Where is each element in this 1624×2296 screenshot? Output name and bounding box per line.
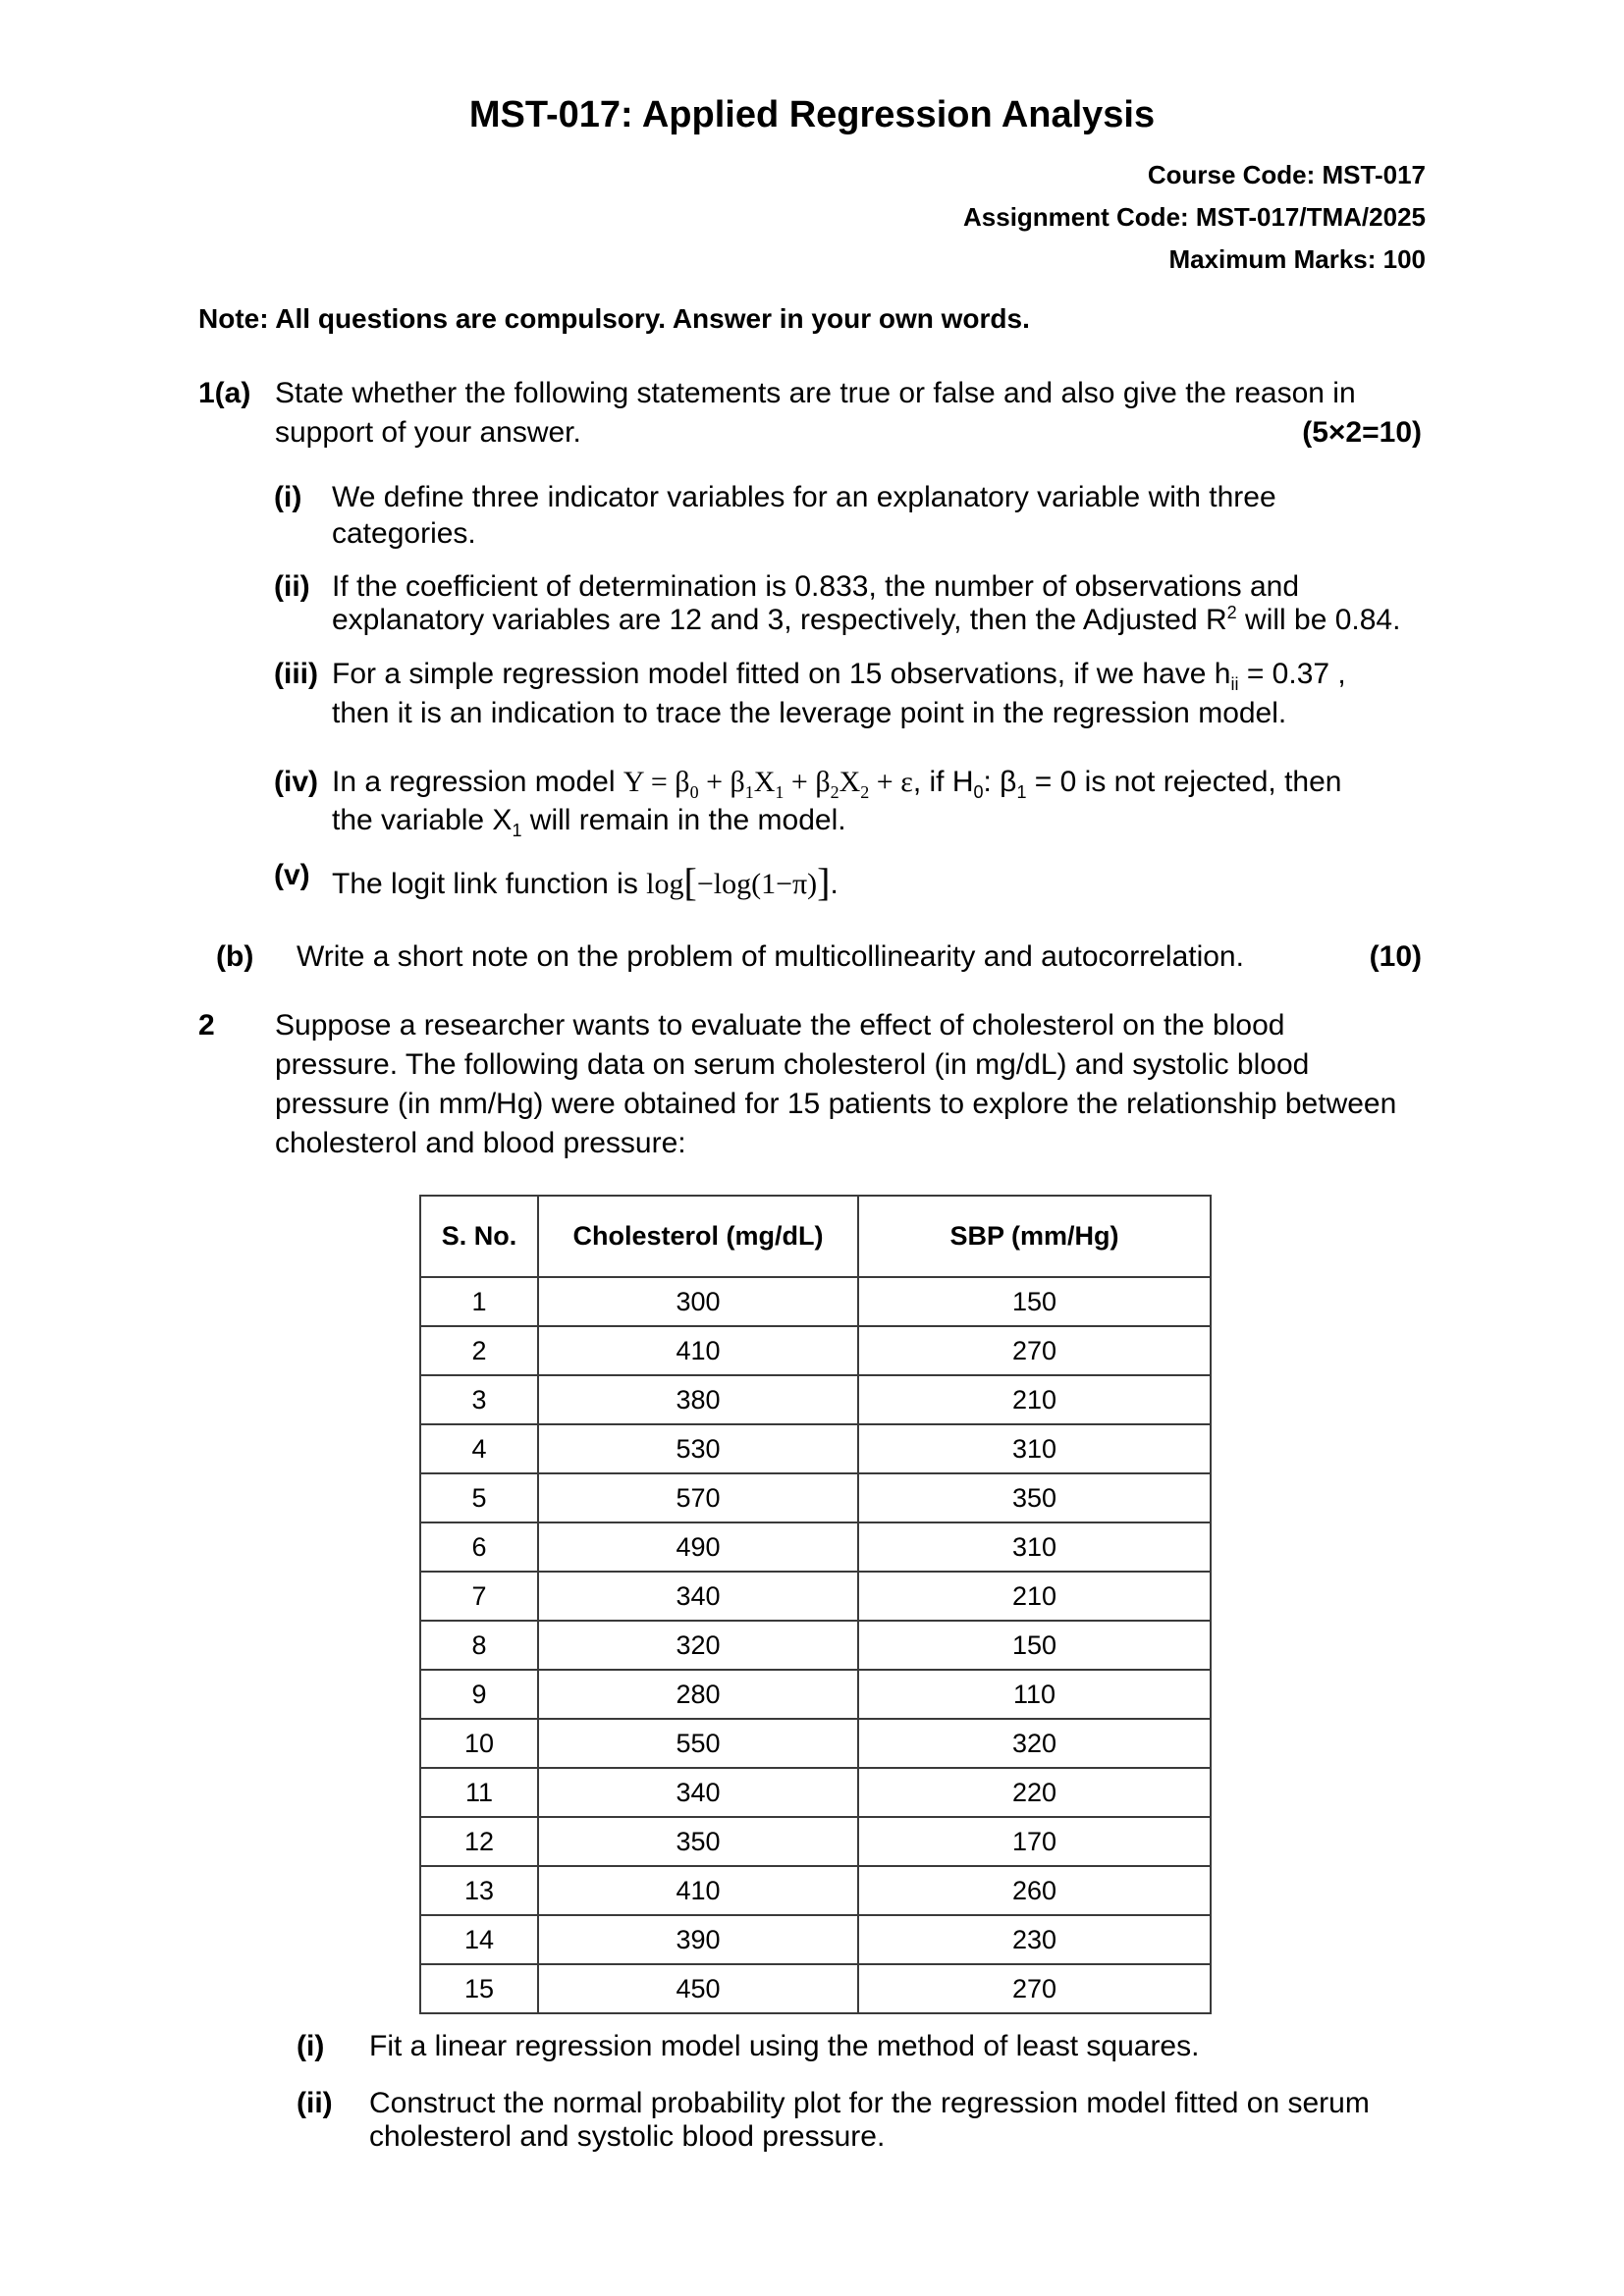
- part-text: Fit a linear regression model using the method of least squares.: [369, 2030, 1200, 2062]
- subscript: 1: [1016, 782, 1027, 802]
- question-label: 1(a): [198, 377, 251, 409]
- sbp-cell: 150: [858, 1621, 1211, 1670]
- table-row: [420, 1964, 1211, 2013]
- formula-part: log: [646, 868, 684, 900]
- sbp-cell: 170: [858, 1817, 1211, 1866]
- subscript: 1: [775, 782, 785, 802]
- subscript: 1: [744, 782, 754, 802]
- sno-cell: 10: [420, 1719, 538, 1768]
- formula-part: + β: [698, 766, 745, 798]
- sbp-cell: 210: [858, 1375, 1211, 1424]
- question-text: support of your answer.: [275, 416, 581, 449]
- question-text: cholesterol and blood pressure:: [275, 1127, 686, 1159]
- leverage-formula: [1214, 658, 1330, 694]
- table-row: [420, 1621, 1211, 1670]
- statement-text-part: explanatory variables are 12 and 3, respectively, then the Adjusted R: [332, 604, 1227, 636]
- statement-text: [332, 804, 846, 840]
- question-text: Suppose a researcher wants to evaluate the effect of cholesterol on the blood: [275, 1009, 1285, 1041]
- statement-text-part: In a regression model: [332, 766, 623, 798]
- sbp-cell: 260: [858, 1866, 1211, 1915]
- statement-text-part: .: [830, 868, 839, 900]
- formula-part: X: [839, 766, 861, 798]
- sbp-cell: 350: [858, 1473, 1211, 1522]
- part-text: Construct the normal probability plot for the regression model fitted on serum: [369, 2087, 1370, 2119]
- statement-text-part: For a simple regression model fitted on 15 observations, if we have: [332, 658, 1215, 690]
- formula-bracket: [: [683, 860, 697, 904]
- sbp-cell: 310: [858, 1424, 1211, 1473]
- question-label: 2: [198, 1009, 215, 1041]
- sno-cell: 13: [420, 1866, 538, 1915]
- logit-formula: [646, 860, 831, 904]
- regression-formula: [623, 766, 913, 802]
- part-label: (i): [297, 2030, 325, 2062]
- cholesterol-cell: 380: [538, 1375, 858, 1424]
- sno-cell: 12: [420, 1817, 538, 1866]
- table-row: [420, 1915, 1211, 1964]
- sno-cell: 3: [420, 1375, 538, 1424]
- table-row: [420, 1277, 1211, 1326]
- table-row: [420, 1719, 1211, 1768]
- instructions-note: Note: All questions are compulsory. Answer in your own words.: [198, 303, 1030, 334]
- table-row: [420, 1572, 1211, 1621]
- sno-cell: 6: [420, 1522, 538, 1572]
- formula-part: −log(1−π): [696, 868, 818, 900]
- question-text: State whether the following statements are true or false and also give the reason in: [275, 377, 1356, 409]
- statement-label: (iii): [274, 658, 318, 690]
- column-header: Cholesterol (mg/dL): [538, 1196, 858, 1277]
- question-label: (b): [216, 940, 254, 973]
- subscript: 1: [512, 821, 522, 840]
- table-row: [420, 1817, 1211, 1866]
- statement-text: We define three indicator variables for an explanatory variable with three: [332, 481, 1276, 513]
- table-row: [420, 1670, 1211, 1719]
- cholesterol-cell: 570: [538, 1473, 858, 1522]
- sno-cell: 4: [420, 1424, 538, 1473]
- cholesterol-cell: 490: [538, 1522, 858, 1572]
- cholesterol-cell: 450: [538, 1964, 858, 2013]
- cholesterol-cell: 390: [538, 1915, 858, 1964]
- part-label: (ii): [297, 2087, 333, 2119]
- cholesterol-cell: 300: [538, 1277, 858, 1326]
- formula-part: + β: [784, 766, 831, 798]
- sno-cell: 5: [420, 1473, 538, 1522]
- formula-part: Y = β: [623, 766, 690, 798]
- sno-cell: 2: [420, 1326, 538, 1375]
- table-row: [420, 1424, 1211, 1473]
- sbp-cell: 270: [858, 1326, 1211, 1375]
- sbp-cell: 270: [858, 1964, 1211, 2013]
- sno-cell: 11: [420, 1768, 538, 1817]
- statement-text-part: will remain in the model.: [521, 804, 846, 836]
- sbp-cell: 230: [858, 1915, 1211, 1964]
- marks-label: (5×2=10): [1302, 416, 1422, 449]
- cholesterol-cell: 320: [538, 1621, 858, 1670]
- subscript: 2: [860, 782, 870, 802]
- statement-label: (i): [274, 481, 302, 513]
- statement-text: [332, 658, 1346, 694]
- table-row: [420, 1768, 1211, 1817]
- column-header: SBP (mm/Hg): [858, 1196, 1211, 1277]
- statement-text-part: : β: [983, 766, 1017, 798]
- statement-text-part: = 0 is not rejected, then: [1026, 766, 1342, 798]
- cholesterol-cell: 350: [538, 1817, 858, 1866]
- statement-text-part: The logit link function is: [332, 868, 647, 900]
- statement-label: (ii): [274, 570, 310, 603]
- statement-text: then it is an indication to trace the leverage point in the regression model.: [332, 697, 1287, 729]
- statement-text-part: , if H: [912, 766, 974, 798]
- page-title: MST-017: Applied Regression Analysis: [468, 94, 1156, 135]
- table-row: [420, 1473, 1211, 1522]
- table-row: [420, 1375, 1211, 1424]
- formula-bracket: ]: [817, 860, 831, 904]
- sbp-cell: 210: [858, 1572, 1211, 1621]
- cholesterol-cell: 340: [538, 1768, 858, 1817]
- assignment-code: Assignment Code: MST-017/TMA/2025: [963, 202, 1426, 232]
- cholesterol-cell: 340: [538, 1572, 858, 1621]
- statement-text: categories.: [332, 517, 476, 550]
- formula-value: = 0.37: [1238, 658, 1330, 690]
- formula-h: h: [1214, 658, 1231, 690]
- question-text: Write a short note on the problem of multicollinearity and autocorrelation.: [297, 940, 1244, 973]
- subscript: 0: [689, 782, 699, 802]
- subscript: ii: [1230, 674, 1239, 694]
- sno-cell: 14: [420, 1915, 538, 1964]
- sno-cell: 7: [420, 1572, 538, 1621]
- statement-text: If the coefficient of determination is 0.833, the number of observations and: [332, 570, 1300, 603]
- subscript: 0: [973, 782, 984, 802]
- cholesterol-cell: 410: [538, 1866, 858, 1915]
- course-code: Course Code: MST-017: [1147, 160, 1426, 189]
- data-table: [419, 1195, 1212, 2014]
- sno-cell: 9: [420, 1670, 538, 1719]
- table-header-row: [420, 1196, 1211, 1277]
- formula-part: X: [753, 766, 776, 798]
- sbp-cell: 310: [858, 1522, 1211, 1572]
- cholesterol-cell: 550: [538, 1719, 858, 1768]
- statement-text: [332, 859, 839, 905]
- sbp-cell: 150: [858, 1277, 1211, 1326]
- column-header: S. No.: [420, 1196, 538, 1277]
- statement-text-part: will be 0.84.: [1236, 604, 1401, 636]
- statement-text-part: the variable X: [332, 804, 513, 836]
- marks-label: (10): [1369, 940, 1422, 973]
- statement-text: [332, 766, 1342, 802]
- sbp-cell: 110: [858, 1670, 1211, 1719]
- cholesterol-cell: 410: [538, 1326, 858, 1375]
- cholesterol-cell: 530: [538, 1424, 858, 1473]
- cholesterol-cell: 280: [538, 1670, 858, 1719]
- part-text: cholesterol and systolic blood pressure.: [369, 2120, 886, 2153]
- statement-label: (v): [274, 859, 310, 891]
- formula-part: + ε: [869, 766, 913, 798]
- statement-label: (iv): [274, 766, 318, 798]
- sbp-cell: 320: [858, 1719, 1211, 1768]
- table-row: [420, 1866, 1211, 1915]
- sno-cell: 1: [420, 1277, 538, 1326]
- subscript: 2: [830, 782, 839, 802]
- table-row: [420, 1522, 1211, 1572]
- superscript: 2: [1226, 603, 1237, 622]
- table-row: [420, 1326, 1211, 1375]
- statement-text-part: ,: [1329, 658, 1346, 690]
- question-text: pressure (in mm/Hg) were obtained for 15 patients to explore the relationship between: [275, 1088, 1397, 1120]
- sno-cell: 8: [420, 1621, 538, 1670]
- sbp-cell: 220: [858, 1768, 1211, 1817]
- sno-cell: 15: [420, 1964, 538, 2013]
- maximum-marks: Maximum Marks: 100: [1168, 244, 1426, 274]
- question-text: pressure. The following data on serum cholesterol (in mg/dL) and systolic blood: [275, 1048, 1310, 1081]
- statement-text: [332, 604, 1400, 637]
